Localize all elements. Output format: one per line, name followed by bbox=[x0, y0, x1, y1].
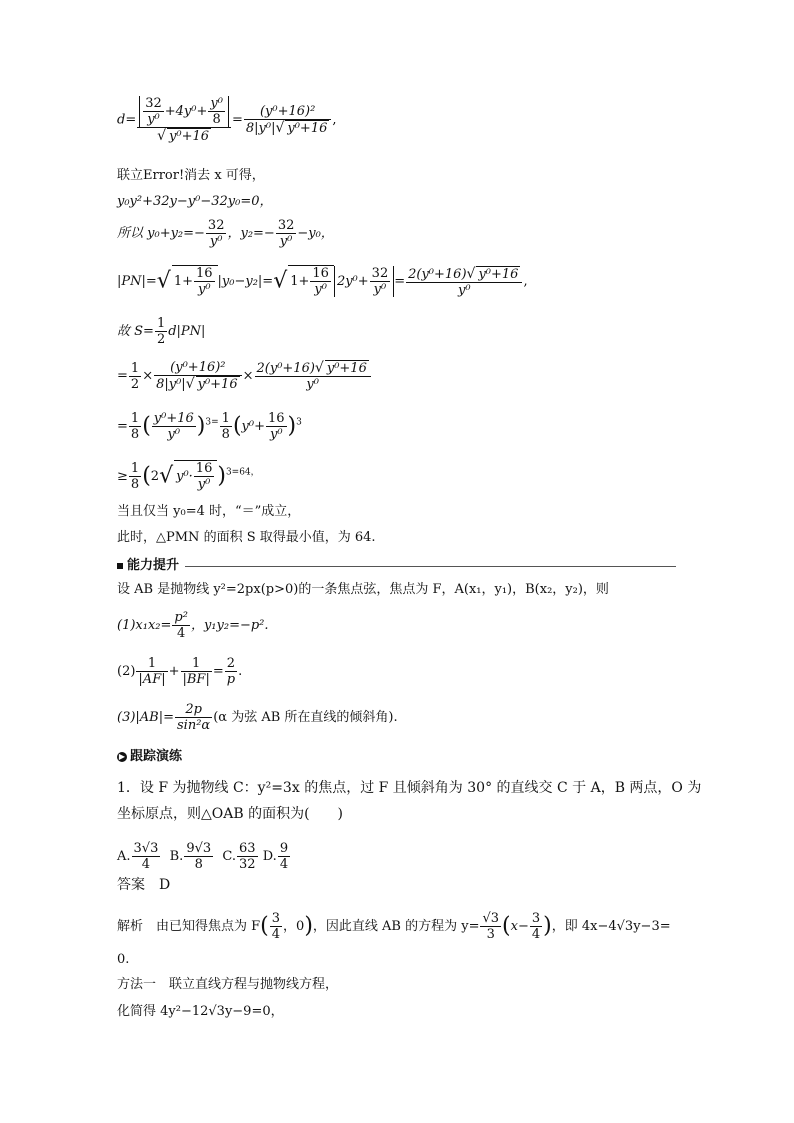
section-heading-ability: 能力提升 bbox=[117, 557, 179, 575]
text-line: 当且仅当 y₀=4 时，“＝”成立， bbox=[117, 504, 301, 519]
equation-line: 所以 y₀+y₂=− $\frac{32}{\text{y⁰}}$ ，y₂=− $\frac{32}{\text{y⁰}}$ −y₀， bbox=[117, 218, 334, 249]
section-heading-practice: ▶ 跟踪演练 bbox=[118, 749, 183, 764]
play-circle-icon: ▶ bbox=[118, 751, 126, 761]
option-c: C. $\frac{63}{32}$ bbox=[222, 841, 256, 872]
text-line: 此时，△PMN 的面积 S 取得最小值，为 64. bbox=[117, 530, 376, 545]
equation-line: = $\frac{1}{8}$ ( $\frac{\text{y⁰+16}}{\text{y⁰}}$ )$^{3=}$ $\frac{1}{8}$ (y⁰+ $\frac{16}{\text{y⁰}}$ )$^3$ bbox=[117, 411, 302, 442]
area-formula: 故 S= $\frac{1}{2}$ d|PN| bbox=[117, 316, 206, 347]
theory-item-1: (1)x₁x₂= $\frac{\text{p²}}{4}$ ，y₁y₂=−p². bbox=[117, 610, 269, 641]
theory-item-2: (2) $\frac{1}{|AF|}$ + $\frac{1}{|BF|}$ = $\frac{2}{p}$ . bbox=[117, 656, 243, 687]
answer-line: 答案 D bbox=[117, 877, 171, 893]
option-a: A. $\frac{3√3}{4}$ bbox=[117, 841, 159, 872]
method-one-equation: 化简得 4y²−12√3y−9=0， bbox=[117, 1004, 284, 1019]
section-divider bbox=[185, 566, 676, 567]
theory-intro: 设 AB 是抛物线 y²=2px(p>0)的一条焦点弦，焦点为 F，A(x₁，y₁)，B(x₂，y₂)，则 bbox=[117, 582, 609, 597]
problem-stem-line-2: 坐标原点，则△OAB 的面积为( ) bbox=[117, 806, 344, 822]
equation-line: ≥ $\frac{1}{8}$ (2√ y⁰· $\frac{16}{\text{y⁰}}$ )$^{3=64,}$ bbox=[117, 461, 260, 492]
distance-formula: d= $\frac{32}{\text{y⁰}}$ +4y⁰+ $\frac{\text{y⁰}}{8}$ √ y⁰+16 = $\frac{\text{(y⁰+16)²}}{\text{8|y⁰|√ y⁰+16}}$ , bbox=[117, 96, 337, 144]
explanation-line: 解析 由已知得焦点为 F( $\frac{3}{4}$ ，0)，因此直线 AB 的方程为 y= $\frac{√3}{3}$ (x− $\frac{3}{4}$ )，即 4x−4√3y−3= bbox=[117, 911, 671, 942]
pn-length: |PN|=√ 1+ $\frac{16}{\text{y⁰}}$ |y₀−y₂|=√ 1+ $\frac{16}{\text{y⁰}}$ 2y⁰+ $\frac{32}{\text{y⁰}}$ = $\frac{\text{2(y⁰+16)√ y⁰+16}}{\text{y⁰}}$ , bbox=[117, 265, 528, 298]
explanation-continuation: 0. bbox=[117, 952, 130, 967]
answer-options bbox=[117, 841, 291, 872]
option-b: B. $\frac{9√3}{8}$ bbox=[169, 841, 212, 872]
text-line: 联立Error!消去 x 可得， bbox=[117, 168, 265, 183]
method-one-line: 方法一 联立直线方程与抛物线方程， bbox=[117, 977, 339, 992]
equation-line: = $\frac{1}{2}$ × $\frac{\text{(y⁰+16)²}}{\text{8|y⁰|√ y⁰+16}}$ × $\frac{\text{2(y⁰+16)√ y⁰+16}}{\text{y⁰}}$ bbox=[117, 360, 372, 392]
theory-item-3: (3)|AB|= $\frac{2p}{\text{sin²α}}$ (α 为弦 AB 所在直线的倾斜角). bbox=[117, 702, 398, 733]
problem-stem-line-1: 1．设 F 为抛物线 C：y²=3x 的焦点，过 F 且倾斜角为 30° 的直线交 C 于 A，B 两点，O 为 bbox=[117, 780, 702, 796]
option-d: D. $\frac{9}{4}$ bbox=[262, 841, 289, 872]
equation-line: y₀y²+32y−y⁰−32y₀=0， bbox=[117, 194, 273, 209]
square-bullet-icon bbox=[117, 563, 123, 569]
